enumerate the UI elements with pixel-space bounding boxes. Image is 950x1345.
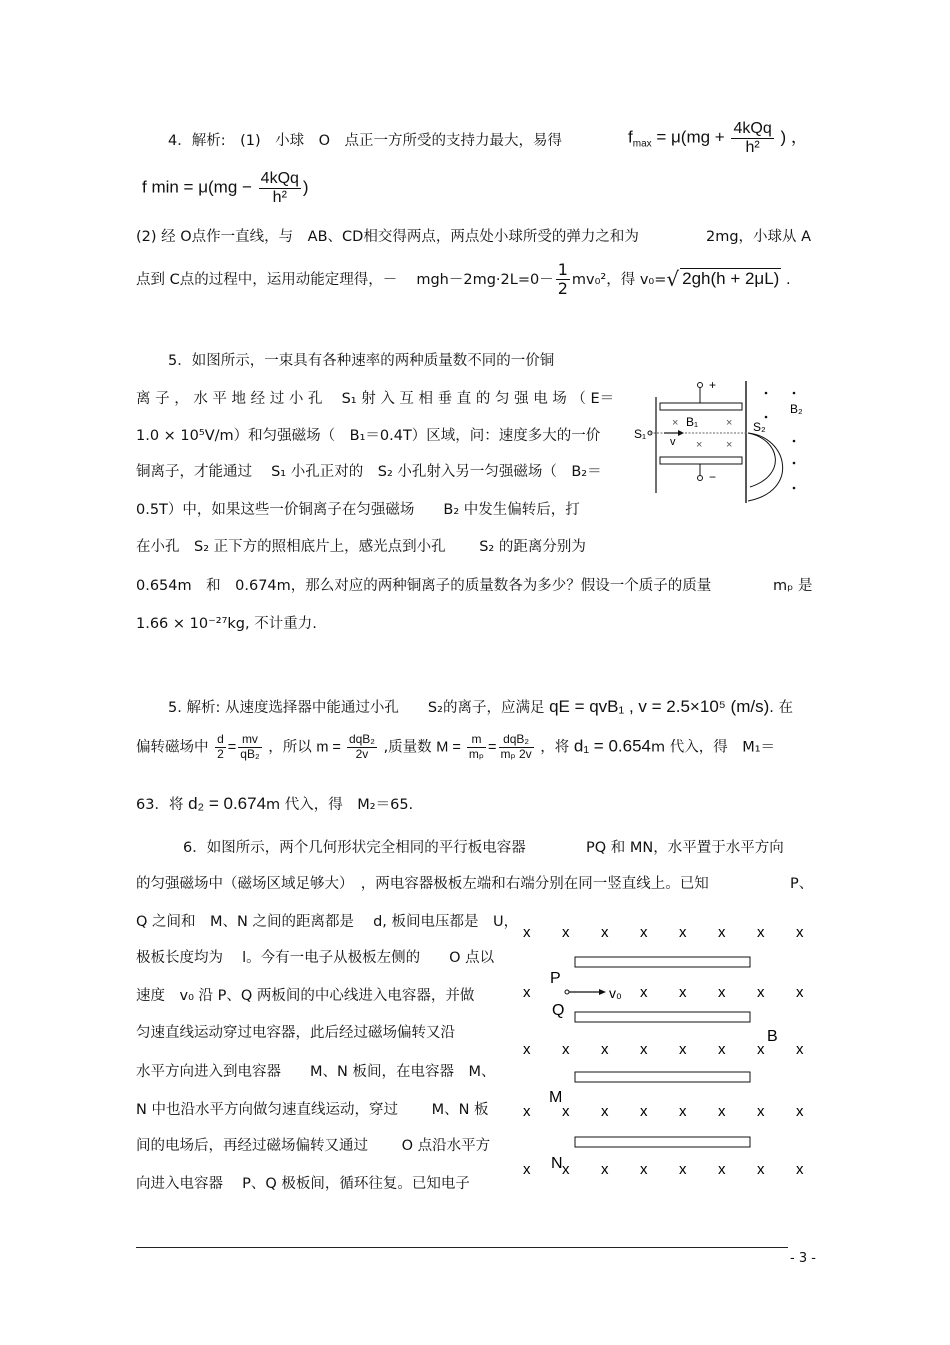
field-x-mark: x [640, 1161, 648, 1178]
field-x-mark: x [679, 924, 687, 941]
s4-fmax-formula: $f_{max} = \mu(mg$ + $\frac{\text{4kQq}}{\text{h²}}$ ) ， [628, 120, 808, 157]
field-x-mark: x [640, 924, 648, 941]
p6-line2a: 的匀强磁场中（磁场区域足够大） ，两电容器极板左端和右端分别在同一竖直线上。已知 [136, 876, 709, 892]
field-x-mark: x [757, 984, 765, 1001]
field-x-mark: x [523, 1103, 531, 1120]
orbit-outer [748, 433, 783, 501]
p6-line6: 匀速直线运动穿过电容器，此后经过磁场偏转又沿 [136, 1025, 455, 1041]
field-x-mark: x [718, 1161, 726, 1178]
velocity-arrow [678, 430, 684, 436]
cross-mark: × [672, 417, 679, 429]
minus-terminal [698, 476, 703, 481]
p5-line1: 5．如图所示，一束具有各种速率的两种质量数不同的一价铜 [168, 353, 555, 369]
plate-p [575, 957, 750, 967]
field-x-mark: x [757, 1041, 765, 1058]
v-label: v [670, 436, 676, 448]
p6-line10: 向进入电容器 P、Q 极板间，循环往复。已知电子 [136, 1176, 470, 1192]
plate-m [575, 1072, 750, 1082]
p5-line8: 1.66 × 10⁻²⁷kg, 不计重力. [136, 616, 317, 632]
field-x-mark: x [718, 1103, 726, 1120]
field-x-mark: x [718, 924, 726, 941]
q-label: Q [552, 1002, 565, 1019]
dot [793, 392, 796, 395]
s4-line3b: 2mg，小球从 A [706, 229, 812, 245]
field-x-mark: x [796, 1161, 804, 1178]
b-label: B [767, 1028, 778, 1045]
velocity-selector-figure [630, 375, 820, 510]
magnetic-field-crosses [523, 924, 804, 1178]
minus-sign: − [709, 470, 717, 484]
field-x-mark: x [562, 1161, 570, 1178]
v0-label: v₀ [609, 985, 622, 1001]
s2-label: S₂ [753, 420, 766, 434]
field-x-mark: x [757, 1103, 765, 1120]
s4-line3a: (2) 经 O点作一直线，与 AB、CD相交得两点，两点处小球所受的弹力之和为 [136, 229, 639, 245]
field-x-mark: x [796, 1103, 804, 1120]
dot [793, 440, 796, 443]
field-x-mark: x [718, 1041, 726, 1058]
footer-rule [136, 1247, 788, 1248]
field-x-mark: x [796, 984, 804, 1001]
o-point [565, 990, 569, 994]
p6-line2b: P、 [790, 876, 814, 892]
p6-line3: Q 之间和 M、N 之间的距离都是 d, 板间电压都是 U， [136, 914, 519, 930]
s4-fmin-formula: f min = μ(mg − $\frac{\text{4kQq}}{\text{h²}}$ ) [142, 170, 309, 207]
p5-line7b: mₚ 是 [773, 578, 813, 594]
field-x-mark: x [640, 1103, 648, 1120]
field-x-mark: x [679, 1041, 687, 1058]
p6-line1b: PQ 和 MN，水平置于水平方向 [586, 840, 784, 856]
n-label: N [551, 1155, 563, 1172]
field-x-mark: x [757, 924, 765, 941]
orbit-inner [748, 433, 775, 487]
capacitor-magnetic-figure [515, 915, 815, 1185]
s1-label: S₁ [634, 427, 647, 441]
s4-line1: 4．解析: (1) 小球 O 点正一方所受的支持力最大，易得 [168, 133, 563, 149]
field-x-mark: x [562, 1103, 570, 1120]
field-x-mark: x [523, 984, 531, 1001]
p5-line7a: 0.654m 和 0.674m，那么对应的两种铜离子的质量数各为多少？假设一个质子的质量 [136, 578, 712, 594]
field-x-mark: x [523, 924, 531, 941]
p5-line6: 在小孔 S₂ 正下方的照相底片上，感光点到小孔 S₂ 的距离分别为 [136, 539, 586, 555]
p6-line8: N 中也沿水平方向做匀速直线运动，穿过 M、N 板 [136, 1102, 489, 1118]
cross-mark: × [726, 439, 733, 451]
p6-line7: 水平方向进入到电容器 M、N 板间，在电容器 M、 [136, 1064, 496, 1080]
b1-label: B₁ [686, 415, 699, 429]
plate-n [575, 1137, 750, 1147]
page-number: - 3 - [790, 1251, 816, 1266]
p5-line5: 0.5T）中，如果这些一价铜离子在匀强磁场 B₂ 中发生偏转后，打 [136, 502, 580, 518]
field-x-mark: x [757, 1161, 765, 1178]
field-x-mark: x [796, 924, 804, 941]
dot [793, 487, 796, 490]
cross-mark: × [696, 439, 703, 451]
field-x-mark: x [601, 924, 609, 941]
p5-line2: 离 子 ， 水 平 地 经 过 小 孔 S₁ 射 入 互 相 垂 直 的 匀 强 电 场 （ E＝ [136, 391, 615, 407]
top-plate [660, 403, 742, 410]
field-x-mark: x [640, 1041, 648, 1058]
s5-line1: 5. 解析: 从速度选择器中能通过小孔 S₂的离子，应满足 qE = qvB₁ , v = 2.5×10⁵ (m/s). 在 [168, 697, 793, 716]
field-x-mark: x [679, 1161, 687, 1178]
field-x-mark: x [562, 1041, 570, 1058]
field-x-mark: x [601, 1161, 609, 1178]
plus-terminal [698, 383, 703, 388]
p-label: P [550, 970, 561, 987]
m-label: M [549, 1089, 563, 1106]
field-x-mark: x [718, 984, 726, 1001]
field-x-mark: x [679, 984, 687, 1001]
field-x-mark: x [640, 984, 648, 1001]
s4-line4: 点到 C点的过程中，运用动能定理得，－ mgh－2mg·2L=0－ $\frac{1}{2}$ mv₀²，得 v₀=√ 2gh(h + 2μL) . [136, 260, 791, 299]
p6-line4: 极板长度均为 l。今有一电子从极板左侧的 O 点以 [136, 950, 495, 966]
bottom-plate [660, 457, 742, 464]
p6-line9: 间的电场后，再经过磁场偏转又通过 O 点沿水平方 [136, 1138, 491, 1154]
dot [765, 392, 768, 395]
s5-line2: 偏转磁场中 $\frac{d}{2}$ = $\frac{mv}{\text{qB₂}}$ ，所以 m = $\frac{\text{dqB₂}}{2v}$ ,质量数 M = $\frac{m}{\text{mₚ}}$ = $\frac{\text{dqB₂}}{\text{mₚ 2v}}$ ，将 d₁ = 0.654m 代入，得 M₁＝ [136, 732, 776, 761]
p6-line5: 速度 v₀ 沿 P、Q 两板间的中心线进入电容器，并做 [136, 988, 475, 1004]
plus-sign: + [709, 378, 717, 392]
field-x-mark: x [523, 1161, 531, 1178]
s5-line3: 63．将 d₂ = 0.674m 代入，得 M₂＝65. [136, 794, 414, 813]
p5-line4: 铜离子，才能通过 S₁ 小孔正对的 S₂ 小孔射入另一匀强磁场（ B₂＝ [136, 464, 602, 480]
field-x-mark: x [796, 1041, 804, 1058]
field-x-mark: x [601, 1041, 609, 1058]
b2-label: B₂ [790, 402, 803, 416]
p6-line1a: 6．如图所示，两个几何形状完全相同的平行板电容器 [183, 840, 526, 856]
plate-q [575, 1012, 750, 1022]
field-x-mark: x [679, 1103, 687, 1120]
field-x-mark: x [601, 1103, 609, 1120]
p5-line3: 1.0 × 10⁵V/m）和匀强磁场（ B₁＝0.4T）区域，问：速度多大的一价 [136, 428, 601, 444]
field-x-mark: x [523, 1041, 531, 1058]
dot [765, 416, 768, 419]
field-x-mark: x [562, 924, 570, 941]
cross-mark: × [726, 417, 733, 429]
dot [793, 462, 796, 465]
